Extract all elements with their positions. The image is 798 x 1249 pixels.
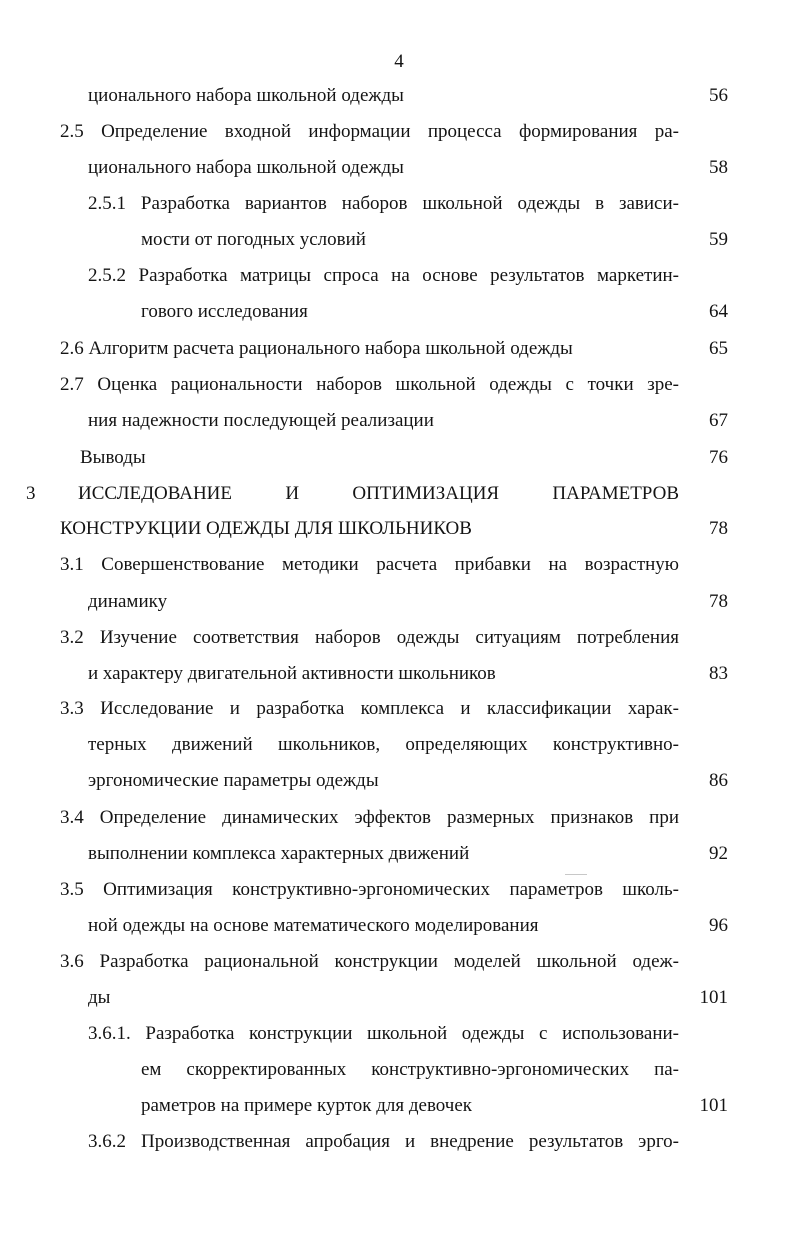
toc-page-number: 92 xyxy=(709,843,728,864)
toc-page-number: 56 xyxy=(709,85,728,106)
toc-line: мости от погодных условий xyxy=(141,229,366,250)
toc-line: ционального набора школьной одежды xyxy=(88,85,404,106)
toc-page-number: 101 xyxy=(699,987,728,1008)
toc-page-number: 96 xyxy=(709,915,728,936)
toc-line: 2.6 Алгоритм расчета рационального набора школьной одежды xyxy=(60,338,573,359)
toc-line: ды xyxy=(88,987,111,1008)
toc-line: 3.6.2 Производственная апробация и внедрение результатов эрго- xyxy=(88,1131,679,1152)
toc-line: выполнении комплекса характерных движений xyxy=(88,843,470,864)
toc-line: 2.5.2 Разработка матрицы спроса на основе результатов маркетин- xyxy=(88,265,679,286)
toc-page-number: 59 xyxy=(709,229,728,250)
toc-line: ем скорректированных конструктивно-эргономических па- xyxy=(141,1059,679,1080)
toc-line: 3.3 Исследование и разработка комплекса и классификации харак- xyxy=(60,698,679,719)
chapter-title: ИССЛЕДОВАНИЕ И ОПТИМИЗАЦИЯ ПАРАМЕТРОВ xyxy=(78,483,679,504)
toc-page-number: 67 xyxy=(709,410,728,431)
toc-line: ной одежды на основе математического моделирования xyxy=(88,915,539,936)
toc-line: 3.4 Определение динамических эффектов размерных признаков при xyxy=(60,807,679,828)
toc-page-number: 101 xyxy=(699,1095,728,1116)
toc-line: терных движений школьников, определяющих конструктивно- xyxy=(88,734,679,755)
toc-line: 3.6 Разработка рациональной конструкции моделей школьной одеж- xyxy=(60,951,679,972)
toc-page-number: 64 xyxy=(709,301,728,322)
toc-page-number: 76 xyxy=(709,447,728,468)
toc-line: 3.5 Оптимизация конструктивно-эргономических параметров школь- xyxy=(60,879,679,900)
toc-page-number: 86 xyxy=(709,770,728,791)
chapter-title: КОНСТРУКЦИИ ОДЕЖДЫ ДЛЯ ШКОЛЬНИКОВ xyxy=(60,518,472,539)
toc-line: 3.1 Совершенствование методики расчета прибавки на возрастную xyxy=(60,554,679,575)
toc-page-number: 78 xyxy=(709,518,728,539)
toc-line: 3.2 Изучение соответствия наборов одежды ситуациям потребления xyxy=(60,627,679,648)
toc-line: динамику xyxy=(88,591,168,612)
toc-line: 2.5 Определение входной информации процесса формирования ра- xyxy=(60,121,679,142)
scan-mark xyxy=(565,874,587,875)
toc-page-number: 83 xyxy=(709,663,728,684)
toc-line: эргономические параметры одежды xyxy=(88,770,379,791)
toc-line: 3.6.1. Разработка конструкции школьной одежды с использовани- xyxy=(88,1023,679,1044)
toc-page-number: 58 xyxy=(709,157,728,178)
toc-line: Выводы xyxy=(80,447,146,468)
toc-page-number: 78 xyxy=(709,591,728,612)
toc-line: 2.5.1 Разработка вариантов наборов школьной одежды в зависи- xyxy=(88,193,679,214)
chapter-number: 3 xyxy=(26,483,36,504)
toc-line: гового исследования xyxy=(141,301,308,322)
page-number: 4 xyxy=(394,51,404,72)
toc-line: раметров на примере курток для девочек xyxy=(141,1095,473,1116)
toc-line: ционального набора школьной одежды xyxy=(88,157,404,178)
toc-line: 2.7 Оценка рациональности наборов школьной одежды с точки зре- xyxy=(60,374,679,395)
toc-line: ния надежности последующей реализации xyxy=(88,410,434,431)
toc-line: и характеру двигательной активности школьников xyxy=(88,663,496,684)
toc-page-number: 65 xyxy=(709,338,728,359)
